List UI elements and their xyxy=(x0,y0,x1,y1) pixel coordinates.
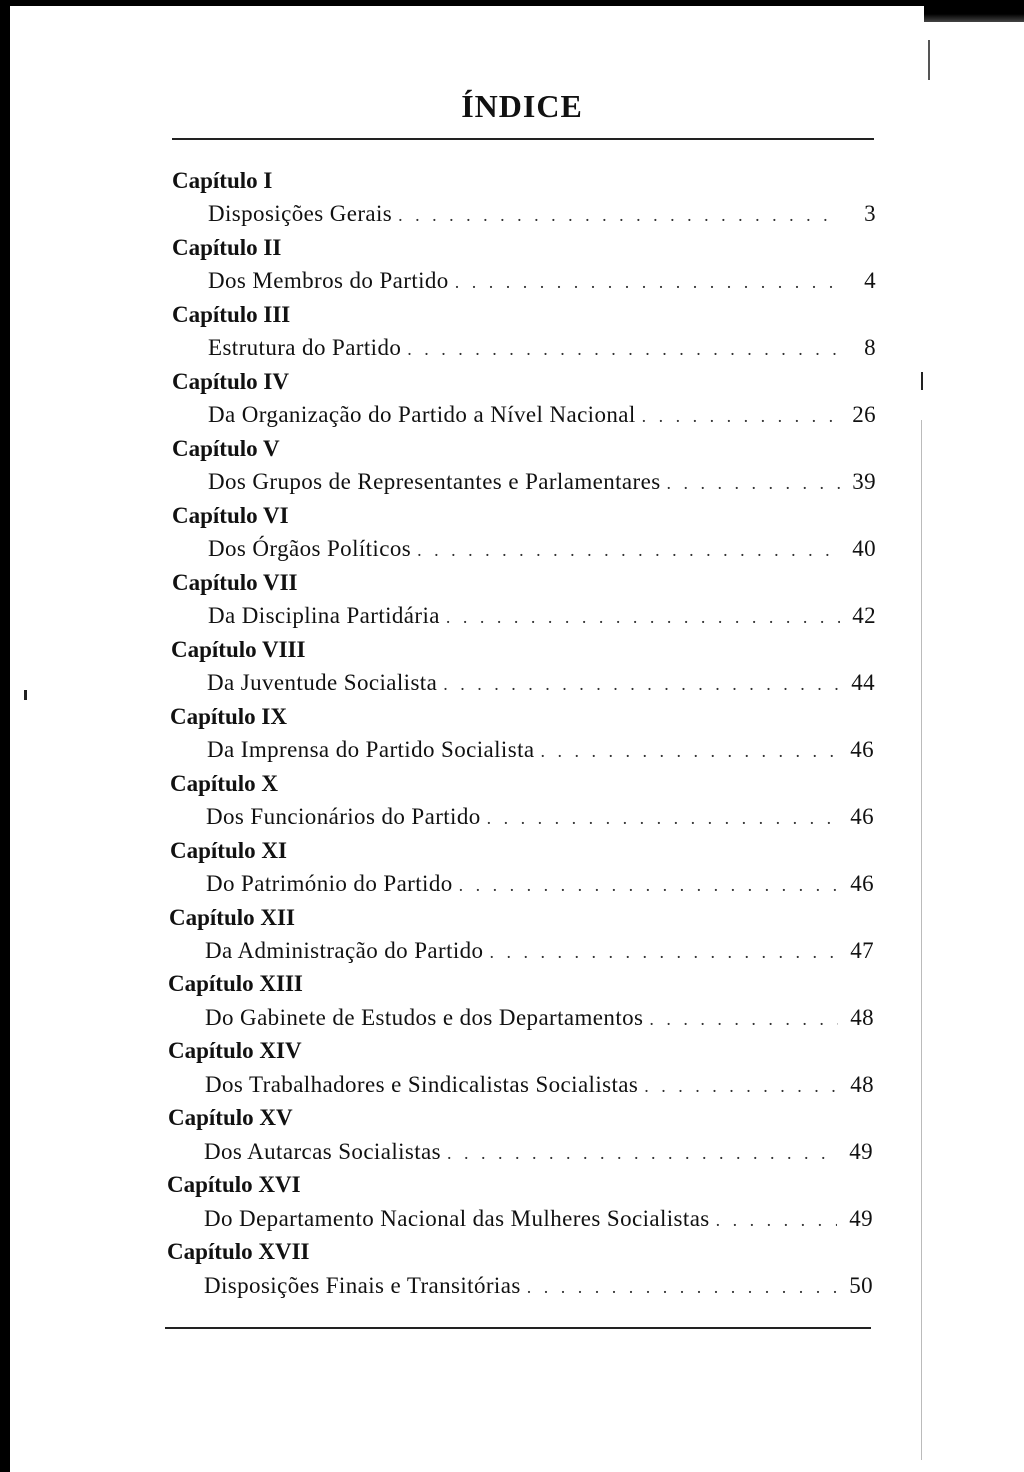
toc-entry-title: Da Organização do Partido a Nível Nacional xyxy=(208,402,636,427)
toc-entry-page: 40 xyxy=(852,536,876,561)
chapter-heading: Capítulo III xyxy=(172,302,291,327)
chapter-heading: Capítulo XIV xyxy=(168,1038,302,1063)
chapter-heading: Capítulo XI xyxy=(170,838,287,863)
chapter-heading: Capítulo XVII xyxy=(167,1239,310,1264)
footer-rule xyxy=(165,1327,871,1329)
toc-entry[interactable] xyxy=(207,670,875,698)
leader-dots xyxy=(642,406,840,427)
leader-dots xyxy=(644,1076,838,1097)
leader-dots xyxy=(489,942,838,963)
leader-dots xyxy=(667,473,840,494)
toc-entry[interactable] xyxy=(208,402,876,430)
toc-entry-title: Do Departamento Nacional das Mulheres Socialistas xyxy=(204,1206,710,1231)
chapter-heading: Capítulo VII xyxy=(172,570,298,595)
leader-dots xyxy=(446,607,840,628)
toc-entry[interactable] xyxy=(206,804,874,832)
toc-entry[interactable] xyxy=(205,938,874,966)
toc-entry-title: Disposições Gerais xyxy=(208,201,393,226)
leader-dots xyxy=(527,1277,837,1298)
toc-entry[interactable] xyxy=(208,536,876,564)
leader-dots xyxy=(407,339,840,360)
leader-dots xyxy=(455,272,840,293)
toc-entry[interactable] xyxy=(204,1273,873,1301)
leader-dots xyxy=(649,1009,838,1030)
toc-entry-title: Disposições Finais e Transitórias xyxy=(204,1273,521,1298)
leader-dots xyxy=(459,875,838,896)
chapter-heading: Capítulo X xyxy=(170,771,278,796)
toc-entry[interactable] xyxy=(208,335,876,363)
toc-entry-page: 48 xyxy=(850,1005,874,1030)
toc-entry-page: 46 xyxy=(850,737,874,762)
chapter-heading: Capítulo XIII xyxy=(168,971,303,996)
toc-entry-page: 46 xyxy=(850,871,874,896)
toc-entry-page: 3 xyxy=(864,201,876,226)
toc-entry-page: 26 xyxy=(852,402,876,427)
toc-entry-title: Estrutura do Partido xyxy=(208,335,402,360)
toc-entry-title: Do Gabinete de Estudos e dos Departamentos xyxy=(205,1005,644,1030)
toc-entry-title: Dos Órgãos Políticos xyxy=(208,536,412,561)
toc-entry-title: Da Administração do Partido xyxy=(205,938,484,963)
chapter-heading: Capítulo VIII xyxy=(171,637,306,662)
toc-entry-page: 42 xyxy=(852,603,876,628)
leader-dots xyxy=(417,540,840,561)
leader-dots xyxy=(398,205,840,226)
toc-entry-page: 48 xyxy=(850,1072,874,1097)
toc-entry-title: Dos Autarcas Socialistas xyxy=(204,1139,442,1164)
chapter-heading: Capítulo V xyxy=(172,436,280,461)
toc-entry-page: 46 xyxy=(850,804,874,829)
leader-dots xyxy=(540,741,838,762)
toc-entry[interactable] xyxy=(204,1206,873,1234)
toc-entry-title: Do Património do Partido xyxy=(206,871,453,896)
toc-entry-title: Dos Grupos de Representantes e Parlamentares xyxy=(208,469,661,494)
toc-entry-page: 47 xyxy=(850,938,874,963)
toc-entry-title: Dos Trabalhadores e Sindicalistas Socialistas xyxy=(205,1072,639,1097)
leader-dots xyxy=(716,1210,837,1231)
toc-entry-page: 49 xyxy=(849,1139,873,1164)
toc-entry[interactable] xyxy=(205,1072,874,1100)
toc-entry[interactable] xyxy=(206,871,874,899)
toc-entry-page: 8 xyxy=(864,335,876,360)
leader-dots xyxy=(487,808,838,829)
toc-entry-page: 49 xyxy=(849,1206,873,1231)
toc-entry-page: 44 xyxy=(851,670,875,695)
leader-dots xyxy=(447,1143,837,1164)
toc-entry-title: Dos Funcionários do Partido xyxy=(206,804,481,829)
page-title: ÍNDICE xyxy=(461,88,583,124)
toc-entry-title: Da Disciplina Partidária xyxy=(208,603,440,628)
toc-entry-title: Da Imprensa do Partido Socialista xyxy=(207,737,535,762)
toc-entry[interactable] xyxy=(205,1005,874,1033)
chapter-heading: Capítulo I xyxy=(172,168,273,193)
toc-entry[interactable] xyxy=(208,201,876,229)
chapter-heading: Capítulo XVI xyxy=(167,1172,301,1197)
toc-entry[interactable] xyxy=(204,1139,873,1167)
chapter-heading: Capítulo XV xyxy=(168,1105,293,1130)
toc-entry-page: 50 xyxy=(849,1273,873,1298)
chapter-heading: Capítulo II xyxy=(172,235,282,260)
toc-entry-title: Dos Membros do Partido xyxy=(208,268,449,293)
toc-entry[interactable] xyxy=(208,268,876,296)
chapter-heading: Capítulo IX xyxy=(170,704,287,729)
toc-entry[interactable] xyxy=(208,469,876,497)
toc-entry-page: 4 xyxy=(864,268,876,293)
toc-entry-title: Da Juventude Socialista xyxy=(207,670,438,695)
toc-entry-page: 39 xyxy=(852,469,876,494)
chapter-heading: Capítulo IV xyxy=(172,369,289,394)
leader-dots xyxy=(443,674,839,695)
chapter-heading: Capítulo VI xyxy=(172,503,289,528)
toc-entry[interactable] xyxy=(207,737,874,765)
chapter-heading: Capítulo XII xyxy=(169,905,295,930)
toc-entry[interactable] xyxy=(208,603,876,631)
